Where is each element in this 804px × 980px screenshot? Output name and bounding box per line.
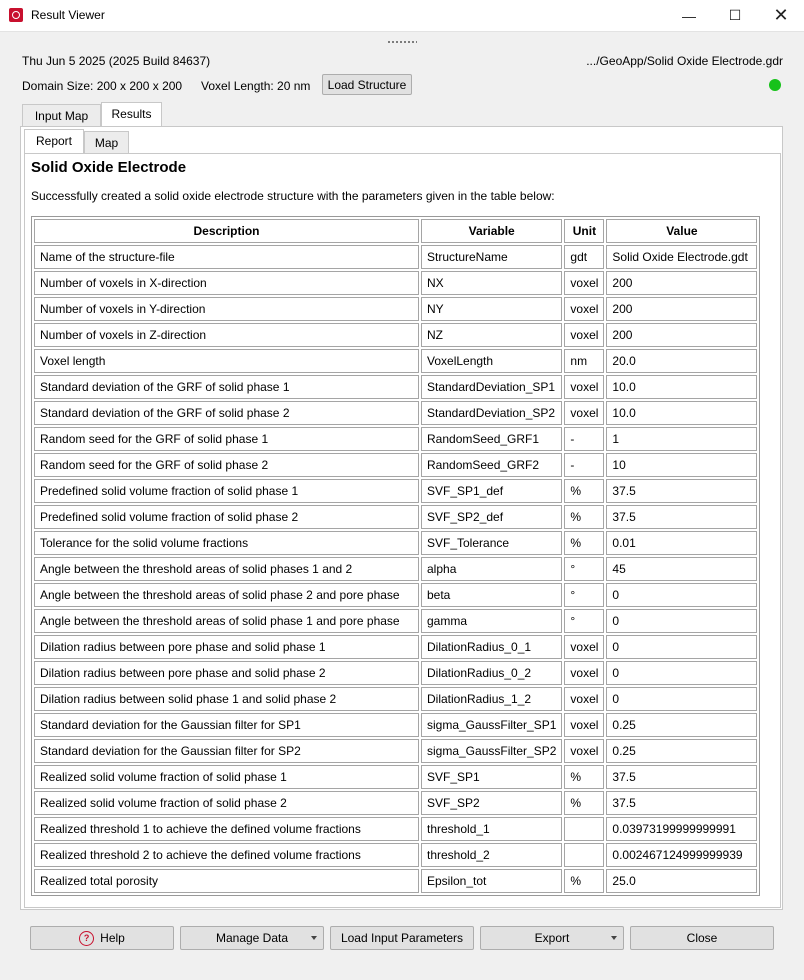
cell-value: 200: [606, 297, 757, 321]
column-header-unit: Unit: [564, 219, 604, 243]
window-title: Result Viewer: [31, 8, 105, 22]
cell-value: 20.0: [606, 349, 757, 373]
cell-unit: %: [564, 505, 604, 529]
table-row: [34, 739, 757, 763]
cell-description: Predefined solid volume fraction of solid phase 2: [34, 505, 419, 529]
cell-variable: Epsilon_tot: [421, 869, 562, 893]
cell-variable: StandardDeviation_SP1: [421, 375, 562, 399]
cell-unit: [564, 843, 604, 867]
cell-unit: [564, 817, 604, 841]
cell-variable: SVF_SP2: [421, 791, 562, 815]
table-row: [34, 817, 757, 841]
cell-value: 37.5: [606, 505, 757, 529]
cell-description: Random seed for the GRF of solid phase 1: [34, 427, 419, 451]
table-row: [34, 765, 757, 789]
table-row: [34, 479, 757, 503]
cell-description: Angle between the threshold areas of solid phases 1 and 2: [34, 557, 419, 581]
table-row: [34, 297, 757, 321]
table-row: [34, 427, 757, 451]
cell-description: Dilation radius between pore phase and solid phase 1: [34, 635, 419, 659]
help-button-label: Help: [100, 931, 125, 945]
cell-description: Dilation radius between pore phase and solid phase 2: [34, 661, 419, 685]
cell-description: Realized threshold 1 to achieve the defined volume fractions: [34, 817, 419, 841]
maximize-icon[interactable]: ☐: [728, 7, 742, 23]
cell-value: 0.25: [606, 739, 757, 763]
cell-variable: NZ: [421, 323, 562, 347]
cell-value: 1: [606, 427, 757, 451]
load-input-parameters-button[interactable]: Load Input Parameters: [330, 926, 474, 950]
table-row: [34, 583, 757, 607]
cell-value: 10.0: [606, 401, 757, 425]
dropdown-arrow-icon: [311, 936, 317, 940]
tab-report[interactable]: Report: [24, 129, 84, 154]
cell-variable: NX: [421, 271, 562, 295]
date-build-label: Thu Jun 5 2025 (2025 Build 84637): [22, 54, 211, 68]
cell-description: Number of voxels in X-direction: [34, 271, 419, 295]
cell-value: 10: [606, 453, 757, 477]
parameters-table: [31, 216, 760, 896]
help-button[interactable]: [30, 926, 174, 950]
table-row: [34, 401, 757, 425]
table-row: [34, 375, 757, 399]
cell-unit: %: [564, 479, 604, 503]
table-row: [34, 843, 757, 867]
cell-unit: voxel: [564, 661, 604, 685]
cell-unit: -: [564, 427, 604, 451]
cell-variable: SVF_SP1: [421, 765, 562, 789]
splitter-handle[interactable]: [387, 40, 417, 44]
cell-value: 0: [606, 687, 757, 711]
cell-unit: -: [564, 453, 604, 477]
manage-data-button[interactable]: [180, 926, 324, 950]
cell-variable: SVF_Tolerance: [421, 531, 562, 555]
cell-value: 0: [606, 635, 757, 659]
close-button[interactable]: Close: [630, 926, 774, 950]
export-button[interactable]: [480, 926, 624, 950]
cell-unit: voxel: [564, 739, 604, 763]
status-indicator: [769, 79, 781, 91]
cell-description: Realized solid volume fraction of solid phase 1: [34, 765, 419, 789]
tab-map[interactable]: Map: [84, 131, 129, 154]
cell-description: Random seed for the GRF of solid phase 2: [34, 453, 419, 477]
app-logo-icon: [9, 8, 23, 22]
help-icon: ?: [79, 931, 94, 946]
table-row: [34, 531, 757, 555]
cell-value: 0: [606, 609, 757, 633]
cell-value: 37.5: [606, 791, 757, 815]
cell-value: 0: [606, 583, 757, 607]
close-icon[interactable]: ✕: [773, 5, 789, 25]
cell-unit: °: [564, 609, 604, 633]
column-header-value: Value: [606, 219, 757, 243]
cell-value: 10.0: [606, 375, 757, 399]
cell-variable: RandomSeed_GRF1: [421, 427, 562, 451]
cell-description: Standard deviation of the GRF of solid phase 1: [34, 375, 419, 399]
cell-description: Number of voxels in Z-direction: [34, 323, 419, 347]
cell-variable: gamma: [421, 609, 562, 633]
column-header-variable: Variable: [421, 219, 562, 243]
cell-unit: voxel: [564, 323, 604, 347]
table-row: [34, 687, 757, 711]
table-row: [34, 869, 757, 893]
table-row: [34, 271, 757, 295]
table-row: [34, 505, 757, 529]
cell-value: 200: [606, 271, 757, 295]
cell-unit: voxel: [564, 375, 604, 399]
table-row: [34, 791, 757, 815]
cell-unit: °: [564, 583, 604, 607]
column-header-description: Description: [34, 219, 419, 243]
dropdown-arrow-icon: [611, 936, 617, 940]
file-path-label: .../GeoApp/Solid Oxide Electrode.gdr: [586, 54, 783, 68]
cell-variable: sigma_GaussFilter_SP2: [421, 739, 562, 763]
report-view[interactable]: [24, 153, 781, 908]
cell-value: 0.01: [606, 531, 757, 555]
cell-value: 0: [606, 661, 757, 685]
cell-value: Solid Oxide Electrode.gdt: [606, 245, 757, 269]
domain-size-label: Domain Size: 200 x 200 x 200: [22, 79, 183, 93]
cell-description: Name of the structure-file: [34, 245, 419, 269]
table-row: [34, 323, 757, 347]
cell-unit: voxel: [564, 401, 604, 425]
cell-description: Realized total porosity: [34, 869, 419, 893]
cell-unit: %: [564, 531, 604, 555]
cell-variable: sigma_GaussFilter_SP1: [421, 713, 562, 737]
cell-unit: nm: [564, 349, 604, 373]
cell-unit: %: [564, 765, 604, 789]
cell-variable: threshold_1: [421, 817, 562, 841]
table-row: [34, 661, 757, 685]
cell-variable: DilationRadius_0_1: [421, 635, 562, 659]
cell-unit: voxel: [564, 271, 604, 295]
cell-unit: °: [564, 557, 604, 581]
cell-variable: alpha: [421, 557, 562, 581]
export-label: Export: [534, 931, 570, 945]
table-row: [34, 635, 757, 659]
cell-unit: voxel: [564, 713, 604, 737]
table-row: [34, 245, 757, 269]
cell-variable: StandardDeviation_SP2: [421, 401, 562, 425]
cell-variable: beta: [421, 583, 562, 607]
cell-unit: %: [564, 869, 604, 893]
cell-description: Predefined solid volume fraction of solid phase 1: [34, 479, 419, 503]
table-row: [34, 453, 757, 477]
cell-description: Number of voxels in Y-direction: [34, 297, 419, 321]
cell-description: Realized threshold 2 to achieve the defined volume fractions: [34, 843, 419, 867]
tab-results[interactable]: Results: [101, 102, 162, 128]
cell-description: Standard deviation of the GRF of solid phase 2: [34, 401, 419, 425]
cell-variable: RandomSeed_GRF2: [421, 453, 562, 477]
report-title: Solid Oxide Electrode: [31, 159, 187, 176]
cell-unit: %: [564, 791, 604, 815]
cell-value: 0.03973199999999991: [606, 817, 757, 841]
cell-description: Dilation radius between solid phase 1 and solid phase 2: [34, 687, 419, 711]
cell-description: Standard deviation for the Gaussian filter for SP1: [34, 713, 419, 737]
cell-description: Angle between the threshold areas of solid phase 2 and pore phase: [34, 583, 419, 607]
table-row: [34, 713, 757, 737]
manage-data-label: Manage Data: [215, 931, 289, 945]
cell-variable: SVF_SP2_def: [421, 505, 562, 529]
cell-variable: VoxelLength: [421, 349, 562, 373]
cell-unit: gdt: [564, 245, 604, 269]
table-row: [34, 609, 757, 633]
cell-value: 0.25: [606, 713, 757, 737]
table-row: [34, 349, 757, 373]
cell-value: 200: [606, 323, 757, 347]
cell-variable: DilationRadius_0_2: [421, 661, 562, 685]
cell-description: Tolerance for the solid volume fractions: [34, 531, 419, 555]
cell-value: 45: [606, 557, 757, 581]
report-intro: Successfully created a solid oxide electrode structure with the parameters given in the table below:: [31, 189, 555, 203]
cell-variable: StructureName: [421, 245, 562, 269]
cell-variable: SVF_SP1_def: [421, 479, 562, 503]
cell-variable: DilationRadius_1_2: [421, 687, 562, 711]
cell-unit: voxel: [564, 297, 604, 321]
cell-value: 0.002467124999999939: [606, 843, 757, 867]
tab-input-map[interactable]: Input Map: [22, 104, 101, 127]
cell-variable: NY: [421, 297, 562, 321]
voxel-length-label: Voxel Length: 20 nm: [201, 79, 311, 93]
cell-description: Voxel length: [34, 349, 419, 373]
minimize-icon[interactable]: —: [682, 7, 696, 24]
cell-description: Standard deviation for the Gaussian filter for SP2: [34, 739, 419, 763]
cell-description: Angle between the threshold areas of solid phase 1 and pore phase: [34, 609, 419, 633]
cell-unit: voxel: [564, 635, 604, 659]
load-structure-button[interactable]: Load Structure: [322, 74, 412, 95]
cell-value: 37.5: [606, 765, 757, 789]
table-header-row: [34, 219, 757, 243]
title-bar: [0, 0, 804, 32]
table-row: [34, 557, 757, 581]
cell-value: 37.5: [606, 479, 757, 503]
cell-description: Realized solid volume fraction of solid phase 2: [34, 791, 419, 815]
cell-value: 25.0: [606, 869, 757, 893]
cell-variable: threshold_2: [421, 843, 562, 867]
cell-unit: voxel: [564, 687, 604, 711]
